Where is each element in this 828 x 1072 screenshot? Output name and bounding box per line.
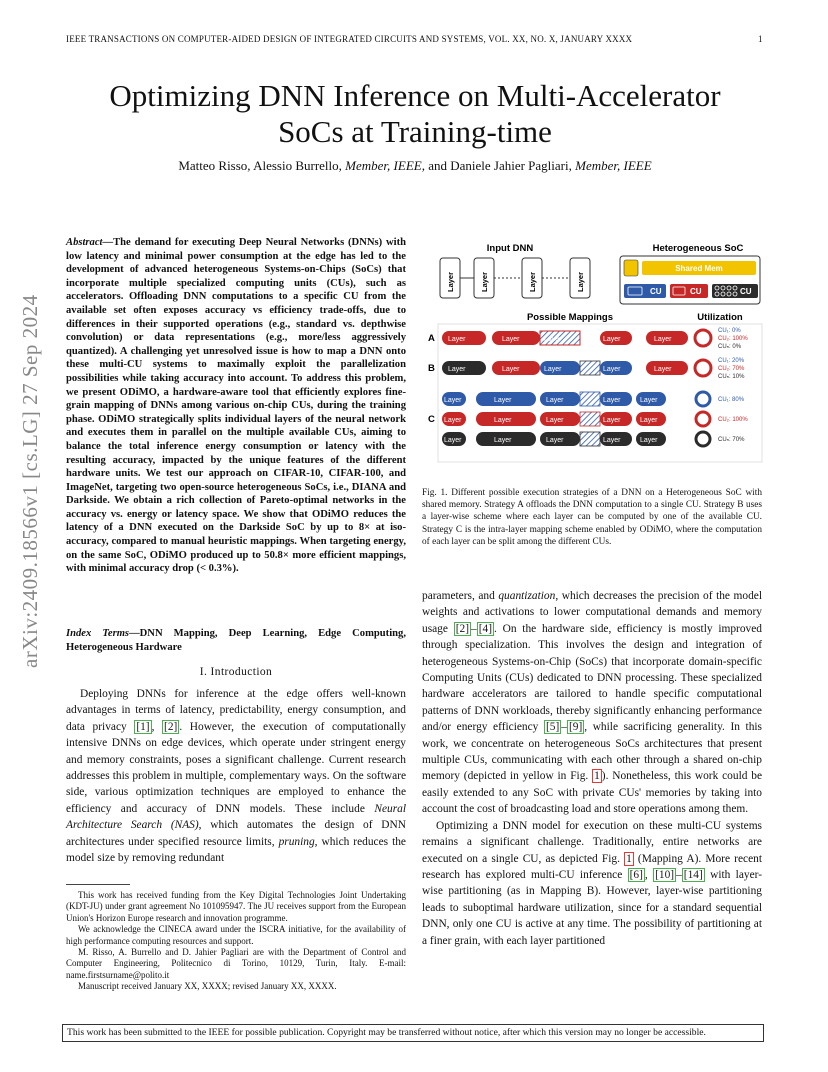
footnote-affiliation: M. Risso, A. Burrello and D. Jahier Pagliari are with the Department of Control and Computer Engineering, Politecnico di Torino, 10129, Turin, Italy. E-mail: name.firstsurname@polito.it xyxy=(66,947,406,980)
figure-1 xyxy=(418,240,766,466)
abstract-text: —The demand for executing Deep Neural Networks (DNNs) with low latency and minimal power consumption at the edge has led to the development of advanced heterogeneous Systems-on-Chips (SoCs) that incorporate multiple specialized computing units (CUs), such as accelerators. Offloading DNN computations to a specific CU from the available set often exposes accuracy vs efficiency trade-offs, due to differences in their supported operations (e.g., standard vs. depthwise convolution) or data representations (e.g., more/less aggressively quantized). A challenging yet unresolved issue is how to map a DNN onto these multi-CU systems to maximally exploit the parallelization possibilities while taking accuracy into account. To address this problem, we present ODiMO, a hardware-aware tool that efficiently explores fine-grain mapping of DNNs among various on-chip CUs, during the training phase. ODiMO strategically splits individual layers of the neural network and executes them in parallel on the multiple available CUs, aiming to balance the total inference energy consumption or latency with the resulting accuracy, impacted by the unique features of the different hardware units. We test our approach on CIFAR-10, CIFAR-100, and ImageNet, targeting two open-source heterogeneous SoCs, i.e., DIANA and Darkside. We obtain a rich collection of Pareto-optimal networks in the accuracy vs. energy or latency space. We show that ODiMO reduces the latency of a DNN executed on the Darkside SoC by up to 8× at iso-accuracy, compared to manual heuristic mappings. When targeting energy, on the same SoC, ODiMO produced up to 50.8× more efficient mappings, with minimal accuracy drop (< 0.3%). xyxy=(66,237,406,575)
layer-label: Layer xyxy=(546,417,564,424)
intro-emphasis: pruning xyxy=(278,835,315,848)
layer-label: Layer xyxy=(603,397,621,404)
util-cun: CUₙ: 0% xyxy=(718,344,742,350)
util-cu1: CU₁: 0% xyxy=(718,328,741,334)
mapping-a-label: A xyxy=(428,333,435,344)
utilization-ring-c1 xyxy=(696,392,710,406)
intro-paragraph xyxy=(66,686,406,866)
submission-notice: This work has been submitted to the IEEE for possible publication. Copyright may be transferred without notice, after which this version may no longer be accessible. xyxy=(62,1024,764,1042)
intro-text: Deploying DNNs for inference at the edge offers well-known advantages in terms of latency, predictability, energy consumption, and data privacy xyxy=(66,688,406,733)
utilization-ring-c2 xyxy=(696,412,710,426)
body-emphasis: quantization xyxy=(498,590,556,602)
mapping-b-row xyxy=(442,361,688,375)
citation-link[interactable]: [5] xyxy=(545,721,560,734)
range-dash: – xyxy=(561,721,567,734)
membership-1: Member, IEEE, xyxy=(345,158,425,173)
title-line-2: SoCs at Training-time xyxy=(278,114,552,149)
util-cun: CUₙ: 70% xyxy=(718,437,745,443)
citation-link[interactable]: [4] xyxy=(478,622,492,635)
layer-label: Layer xyxy=(546,437,564,444)
layer-label: Layer xyxy=(544,366,562,373)
intro-text: . However, the execution of computationally intensive DNNs on edge devices, which operate under stringent energy and memory constraints, poses a significant challenge. Current research addresses this problem in multiple, complementary ways. On the software side, various optimization techniques are employed to enhance the efficiency and accuracy of DNN models. These include xyxy=(66,720,406,815)
hetero-soc-label: Heterogeneous SoC xyxy=(652,243,744,254)
utilization-ring-b xyxy=(695,360,711,376)
figure-caption: Fig. 1. Different possible execution strategies of a DNN on a Heterogeneous SoC with shared memory. Strategy A offloads the DNN computation to a single CU. Strategy B uses a layer-wise scheme where each layer can be computed by one of the available CU. Strategy C is the intra-layer mapping scheme enabled by ODiMO, where the computation of each layer can be split among the different CUs. xyxy=(422,488,762,547)
utilization-label: Utilization xyxy=(697,312,743,323)
utilization-a-text xyxy=(718,328,748,350)
layer-label: Layer xyxy=(446,271,455,292)
layer-label: Layer xyxy=(444,417,462,424)
range-dash: – xyxy=(471,622,477,635)
footnote-cineca: We acknowledge the CINECA award under the ISCRA initiative, for the availability of high performance computing resources and support. xyxy=(66,924,406,946)
citation-link[interactable]: [9] xyxy=(568,721,583,734)
right-column-body xyxy=(422,588,762,949)
util-cu2: CU₂: 70% xyxy=(718,366,745,372)
layer-label: Layer xyxy=(654,336,672,343)
layer-label: Layer xyxy=(640,417,658,424)
util-cu2: CU₂: 100% xyxy=(718,417,748,423)
figure-reference-link[interactable]: 1 xyxy=(626,852,632,865)
layer-label: Layer xyxy=(444,437,462,444)
layer-label: Layer xyxy=(448,366,466,373)
running-header: IEEE TRANSACTIONS ON COMPUTER-AIDED DESIGN OF INTEGRATED CIRCUITS AND SYSTEMS, VOL. XX, NO. X, JANUARY XXXX xyxy=(66,34,633,44)
abstract xyxy=(66,236,406,576)
footnote-manuscript: Manuscript received January XX, XXXX; revised January XX, XXXX. xyxy=(78,981,337,992)
memory-icon xyxy=(624,260,638,276)
layer-label: Layer xyxy=(544,336,562,343)
citation-link[interactable]: [14] xyxy=(683,868,703,881)
possible-mappings-label: Possible Mappings xyxy=(526,312,614,323)
util-cu1: CU₁: 80% xyxy=(718,397,745,403)
footnote-funding: This work has received funding from the Key Digital Technologies Joint Undertaking (KDT-JU) under grant agreement No 101095947. The JU receives support from the European Union's Horizon Europe research and innovation programme. xyxy=(66,890,406,923)
body-text: (Mapping A). More recent research has explored multi-CU inference xyxy=(422,852,762,881)
index-terms-text: —DNN Mapping, Deep Learning, Edge Computing, Heterogeneous Hardware xyxy=(66,628,406,653)
body-text: Optimizing a DNN model for execution on these multi-CU systems remains a significant challenge. Traditionally, entire networks are executed on a single CU, as depicted Fig. xyxy=(422,819,762,865)
shared-memory-label: Shared Mem xyxy=(675,264,723,273)
layer-label: Layer xyxy=(494,397,512,404)
layer-label: Layer xyxy=(603,437,621,444)
intro-emphasis: Neural Architecture Search (NAS) xyxy=(66,802,406,832)
input-dnn-layers xyxy=(440,258,590,298)
layer-label: Layer xyxy=(528,271,537,292)
authors-part-2: and Daniele Jahier Pagliari, xyxy=(424,158,576,173)
citation-link[interactable]: [10] xyxy=(655,868,675,881)
utilization-ring-a xyxy=(695,330,711,346)
page-number: 1 xyxy=(758,34,763,44)
layer-label: Layer xyxy=(603,336,621,343)
utilization-ring-c3 xyxy=(696,432,710,446)
body-text: , which decreases the precision of the model weights and activations to lower computational demands and memory usage xyxy=(422,590,763,635)
intro-text: , which automates the design of DNN architectures under specified resource limits, xyxy=(66,819,406,848)
index-terms xyxy=(66,627,406,654)
layer-label: Layer xyxy=(576,271,585,292)
range-dash: – xyxy=(676,868,682,881)
input-dnn-label: Input DNN xyxy=(486,243,534,254)
util-cun: CUₙ: 10% xyxy=(718,374,745,380)
arxiv-stamp: arXiv:2409.18566v1 [cs.LG] 27 Sep 2024 xyxy=(18,294,42,668)
intro-text: , which reduces the model size by removing redundant xyxy=(66,835,406,865)
author-list xyxy=(40,158,790,174)
mapping-a-row xyxy=(442,331,688,345)
cu2-box xyxy=(670,284,708,298)
membership-2: Member, IEEE xyxy=(575,158,652,173)
layer-label: Layer xyxy=(546,397,564,404)
layer-label: Layer xyxy=(444,397,462,404)
intro-text: , xyxy=(151,720,163,733)
layer-label: Layer xyxy=(502,366,520,373)
layer-label: Layer xyxy=(640,437,658,444)
cu1-label: CU xyxy=(650,287,662,296)
footnote-rule xyxy=(66,884,130,885)
section-heading: I. Introduction xyxy=(199,666,273,678)
body-text: , while sacrificing generality. In this work, we concentrate on heterogeneous SoCs architectures that present multiple CUs, communicating with each other through a shared on-chip memory (depicted in yellow in Fig. xyxy=(422,721,762,783)
layer-label: Layer xyxy=(654,366,672,373)
paper-title xyxy=(40,78,790,150)
layer-label: Layer xyxy=(502,336,520,343)
body-text: , xyxy=(644,868,654,881)
citation-link[interactable]: [1] xyxy=(136,720,150,733)
footnotes xyxy=(66,890,406,993)
layer-label: Layer xyxy=(448,336,466,343)
citation-link[interactable]: [2] xyxy=(164,720,178,733)
layer-label: Layer xyxy=(603,366,621,373)
cu2-label: CU xyxy=(690,287,702,296)
citation-link[interactable]: [6] xyxy=(629,868,643,881)
util-cu2: CU₂: 100% xyxy=(718,336,748,342)
figure-reference-link[interactable]: 1 xyxy=(594,770,600,783)
body-text: with layer-wise partitioning (as in Mapping B). However, layer-wise partitioning leads to suboptimal hardware utilization, since for a standard sequential DNN, only one CU is active at any time. The possibility of partitioning at a finer grain, with each layer partitioned xyxy=(422,868,762,947)
utilization-b-text xyxy=(718,358,745,380)
body-text: parameters, and xyxy=(422,590,499,602)
abstract-lead: Abstract xyxy=(66,237,103,248)
index-terms-lead: Index Terms xyxy=(66,628,130,639)
citation-link[interactable]: [2] xyxy=(455,622,469,635)
layer-label: Layer xyxy=(603,417,621,424)
layer-label: Layer xyxy=(480,271,489,292)
util-cu1: CU₁: 20% xyxy=(718,358,745,364)
utilization-c-text xyxy=(718,397,748,443)
layer-label: Layer xyxy=(640,397,658,404)
mapping-c-label: C xyxy=(428,414,435,425)
body-text: . On the hardware side, efficiency is mostly improved through specialization. This involves the design and integration of heterogeneous Systems-on-Chip (SoCs) that incorporate domain-specific Computing Units (CUs) dedicated to DNN processing. These specialized hardware accelerators are tailored to handle specific computational patterns of DNN workloads, thereby significantly enhancing performance and/or energy efficiency xyxy=(422,622,762,734)
layer-label: Layer xyxy=(494,417,512,424)
authors-part-1: Matteo Risso, Alessio Burrello, xyxy=(178,158,346,173)
title-line-1: Optimizing DNN Inference on Multi-Accelerator xyxy=(109,78,721,113)
body-text: ). Nonetheless, this work could be easily extended to any SoC with private CUs' memories by taking into account the cost of broadcasting load and store operations among them. xyxy=(422,770,763,816)
layer-label: Layer xyxy=(494,437,512,444)
mapping-b-label: B xyxy=(428,363,435,374)
cun-label: CU xyxy=(740,287,752,296)
